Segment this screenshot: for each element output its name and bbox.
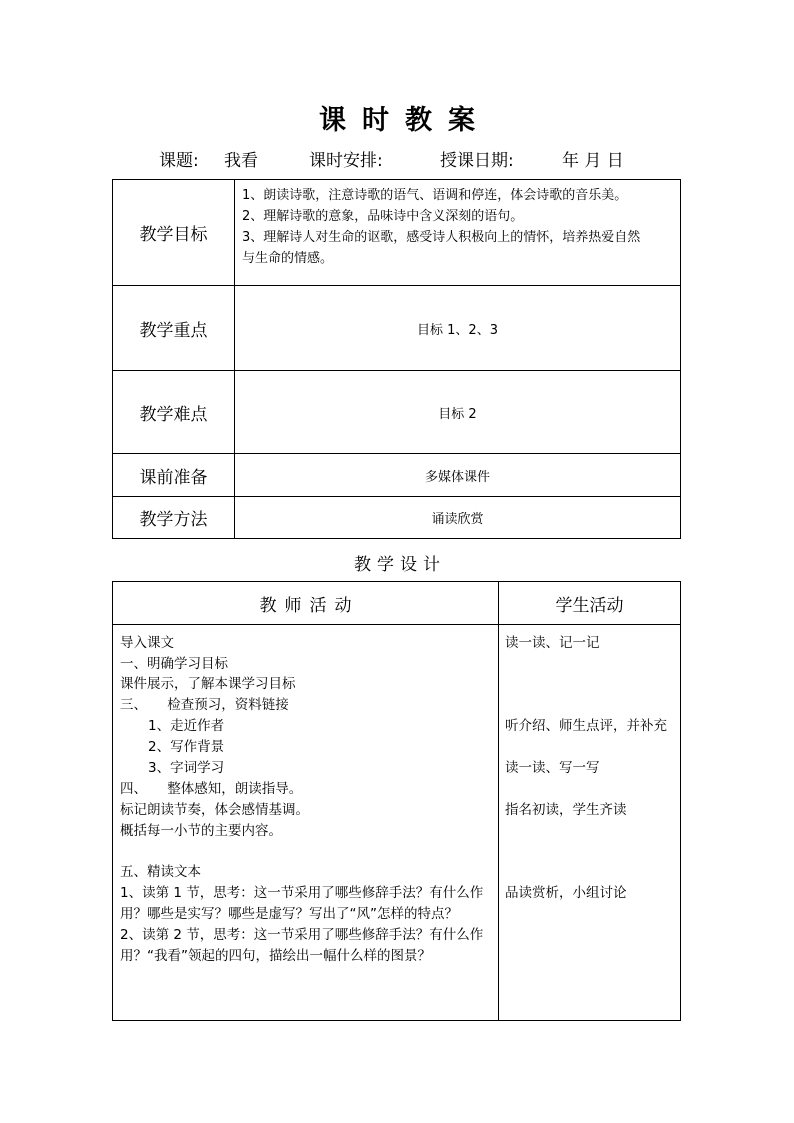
topic-value: 我看 xyxy=(224,151,258,171)
prep-label: 课前准备 xyxy=(113,454,235,497)
teacher-line: 3、字词学习 xyxy=(148,760,225,776)
teacher-line: 课件展示，了解本课学习目标 xyxy=(120,676,296,692)
student-line: 品读赏析，小组讨论 xyxy=(505,885,627,901)
method-value: 诵读欣赏 xyxy=(235,497,681,539)
student-line: 听介绍、师生点评，并补充 xyxy=(505,718,667,734)
teacher-activity-cell xyxy=(113,625,499,1021)
teacher-line: 三、 检查预习，资料链接 xyxy=(120,697,289,713)
goal-line: 2、理解诗歌的意象，品味诗中含义深刻的语句。 xyxy=(242,209,524,224)
teacher-line: 用？“我看”领起的四句，描绘出一幅什么样的图景？ xyxy=(120,948,431,964)
teacher-line: 1、走近作者 xyxy=(148,718,225,734)
date-label: 授课日期: xyxy=(440,151,514,171)
difficulty-label: 教学难点 xyxy=(113,371,235,454)
goals-row xyxy=(113,180,681,286)
difficulty-row xyxy=(113,371,681,454)
design-header-row xyxy=(113,582,681,625)
goals-label: 教学目标 xyxy=(113,180,235,286)
teacher-activity-header: 教师活动 xyxy=(113,582,499,625)
focus-label: 教学重点 xyxy=(113,286,235,371)
prep-value: 多媒体课件 xyxy=(235,454,681,497)
method-row xyxy=(113,497,681,539)
date-units: 年 月 日 xyxy=(562,151,624,171)
student-activity-cell xyxy=(499,625,681,1021)
topic-label: 课题: xyxy=(159,151,199,171)
goals-cell xyxy=(235,180,681,286)
design-body-row xyxy=(113,625,681,1021)
difficulty-value: 目标 2 xyxy=(235,371,681,454)
page-title: 课时教案 xyxy=(319,105,491,136)
teacher-line: 2、读第 2 节，思考：这一节采用了哪些修辞手法？有什么作 xyxy=(120,927,484,943)
student-line: 读一读、记一记 xyxy=(505,635,600,651)
focus-value: 目标 1、2、3 xyxy=(235,286,681,371)
teacher-line: 用？哪些是实写？哪些是虚写？写出了“风”怎样的特点？ xyxy=(120,906,458,922)
teacher-line: 标记朗读节奏，体会感情基调。 xyxy=(120,802,309,818)
focus-row xyxy=(113,286,681,371)
teacher-line: 五、精读文本 xyxy=(120,864,201,880)
lesson-plan-table xyxy=(112,179,681,539)
teacher-line: 一、明确学习目标 xyxy=(120,656,228,672)
method-label: 教学方法 xyxy=(113,497,235,539)
student-line: 指名初读，学生齐读 xyxy=(505,802,627,818)
goal-line: 3、理解诗人对生命的讴歌，感受诗人积极向上的情怀，培养热爱自然 xyxy=(242,230,641,245)
teaching-design-table xyxy=(112,581,681,1021)
teacher-line: 1、读第 1 节，思考：这一节采用了哪些修辞手法？有什么作 xyxy=(120,885,484,901)
schedule-label: 课时安排: xyxy=(309,151,383,171)
student-activity-header: 学生活动 xyxy=(499,582,681,625)
prep-row xyxy=(113,454,681,497)
design-section-title: 教学设计 xyxy=(354,555,446,575)
teacher-line: 导入课文 xyxy=(120,635,174,651)
teacher-line: 概括每一小节的主要内容。 xyxy=(120,823,282,839)
teacher-line: 四、 整体感知，朗读指导。 xyxy=(120,781,303,797)
goal-line: 与生命的情感。 xyxy=(242,251,334,266)
student-line: 读一读、写一写 xyxy=(505,760,600,776)
goal-line: 1、朗读诗歌，注意诗歌的语气、语调和停连，体会诗歌的音乐美。 xyxy=(242,188,628,203)
teacher-line: 2、写作背景 xyxy=(148,739,225,755)
